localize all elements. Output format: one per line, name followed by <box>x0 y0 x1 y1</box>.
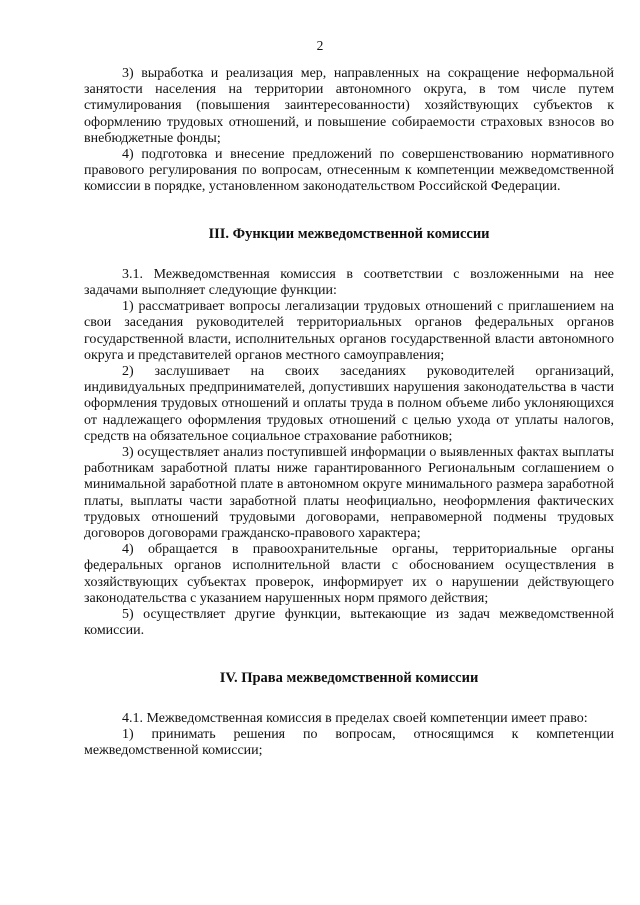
paragraph: 3.1. Межведомственная комиссия в соответствии с возложенными на нее задачами выполняет следующие функции: <box>84 266 614 299</box>
paragraph: 1) принимать решения по вопросам, относящимся к компетенции межведомственной комиссии; <box>84 726 614 759</box>
paragraph: 3) осуществляет анализ поступившей информации о выявленных фактах выплаты работникам заработной платы ниже гарантированного Региональным соглашением о минимальной заработной плате в автономном округе минимального размера заработной платы, выплаты части заработной платы неофициально, неоформления фактических трудовых отношений трудовыми договорами, неправомерной подмены трудовых договоров договорами гражданско-правового характера; <box>84 445 614 542</box>
section-heading-rights: IV. Права межведомственной комиссии <box>219 669 479 686</box>
paragraph: 2) заслушивает на своих заседаниях руководителей организаций, индивидуальных предпринимателей, допустивших нарушения законодательства в части оформления трудовых отношений и оплаты труда в полном объеме либо уклоняющихся от надлежащего оформления трудовых отношений с целью ухода от уплаты налогов, средств на обязательное социальное страхование работников; <box>84 364 614 444</box>
paragraph: 4) обращается в правоохранительные органы, территориальные органы федеральных органов исполнительной власти с обоснованием осуществления в хозяйствующих субъектах проверок, информирует их о нарушении действующего законодательства с указанием нарушенных норм прямого действия; <box>84 542 614 606</box>
page-number: 2 <box>316 38 324 53</box>
paragraph: 5) осуществляет другие функции, вытекающие из задач межведомственной комиссии. <box>84 607 614 639</box>
section-heading-functions: III. Функции межведомственной комиссии <box>208 225 490 242</box>
document-body <box>84 66 614 759</box>
paragraph: 1) рассматривает вопросы легализации трудовых отношений с приглашением на свои заседания руководителей территориальных органов федеральных органов государственной власти, исполнительных органов государственной власти автономного округа и представителей органов местного самоуправления; <box>84 299 614 363</box>
paragraph: 4) подготовка и внесение предложений по совершенствованию нормативного правового регулирования по вопросам, отнесенным к компетенции межведомственной комиссии в порядке, установленном законодательством Российской Федерации. <box>84 147 614 195</box>
paragraph: 3) выработка и реализация мер, направленных на сокращение неформальной занятости населения на территории автономного округа, в том числе путем стимулирования (повышения заинтересованности) хозяйствующих субъектов к оформлению трудовых отношений, и повышение собираемости страховых взносов во внебюджетные фонды; <box>84 66 614 146</box>
paragraph: 4.1. Межведомственная комиссия в пределах своей компетенции имеет право: <box>122 710 588 726</box>
